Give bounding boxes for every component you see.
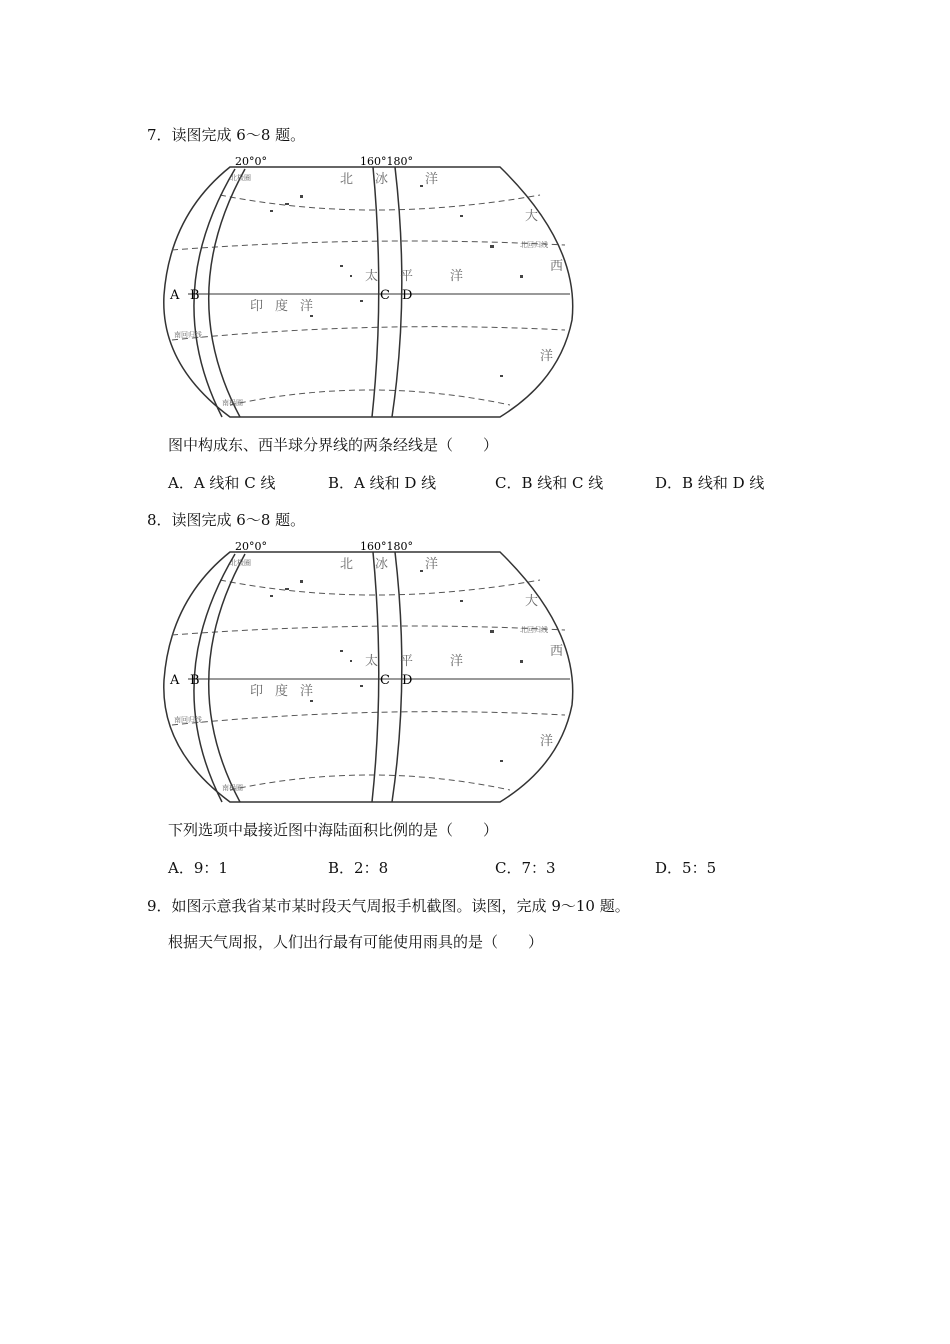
q8-option-a[interactable]: A．9：1 — [168, 859, 228, 877]
parallel-label: 北回归线 — [520, 241, 548, 249]
ocean-char: 洋 — [450, 269, 464, 284]
world-map-q8 — [160, 540, 580, 810]
ocean-char: 洋 — [540, 734, 554, 749]
q8-option-d[interactable]: D．5：5 — [655, 859, 717, 877]
ocean-char: 洋 — [300, 299, 314, 314]
q7-option-b[interactable]: B．A 线和 D 线 — [328, 474, 437, 492]
ocean-char: 洋 — [425, 557, 439, 572]
parallel-label: 南回归线 — [174, 716, 202, 724]
ocean-char: 洋 — [300, 684, 314, 699]
q8-option-b[interactable]: B．2：8 — [328, 859, 389, 877]
ocean-char: 洋 — [425, 172, 439, 187]
ocean-char: 北 — [340, 557, 354, 572]
q8-prompt: 下列选项中最接近图中海陆面积比例的是（ ） — [168, 821, 499, 839]
ocean-char: 冰 — [375, 557, 389, 572]
ocean-char: 度 — [275, 684, 289, 699]
parallel-label: 北极圈 — [230, 559, 251, 567]
world-map-svg — [160, 155, 580, 425]
ocean-char: 太 — [365, 654, 379, 669]
lon-label-right: 160°180° — [360, 540, 413, 553]
line-label-a: A — [170, 673, 180, 688]
q8-heading: 8．读图完成 6～8 题。 — [147, 511, 306, 529]
line-label-b: B — [190, 288, 200, 303]
lon-label-right: 160°180° — [360, 155, 413, 168]
ocean-char: 印 — [250, 299, 264, 314]
q7-heading: 7．读图完成 6～8 题。 — [147, 126, 306, 144]
ocean-char: 平 — [400, 269, 414, 284]
ocean-char: 冰 — [375, 172, 389, 187]
q9-heading: 9．如图示意我省某市某时段天气周报手机截图。读图，完成 9～10 题。 — [147, 897, 630, 915]
parallel-label: 南极圈 — [222, 784, 243, 792]
ocean-char: 度 — [275, 299, 289, 314]
q7-option-a[interactable]: A．A 线和 C 线 — [168, 474, 276, 492]
q7-option-d[interactable]: D．B 线和 D 线 — [655, 474, 765, 492]
world-map-svg — [160, 540, 580, 810]
q8-option-c[interactable]: C．7：3 — [495, 859, 556, 877]
ocean-char: 平 — [400, 654, 414, 669]
ocean-char: 太 — [365, 269, 379, 284]
q7-option-c[interactable]: C．B 线和 C 线 — [495, 474, 604, 492]
line-label-b: B — [190, 673, 200, 688]
line-label-c: C — [380, 288, 390, 303]
ocean-char: 北 — [340, 172, 354, 187]
world-map-q7 — [160, 155, 580, 425]
line-label-a: A — [170, 288, 180, 303]
parallel-label: 南极圈 — [222, 399, 243, 407]
q9-prompt: 根据天气周报，人们出行最有可能使用雨具的是（ ） — [168, 933, 544, 951]
line-label-c: C — [380, 673, 390, 688]
ocean-char: 印 — [250, 684, 264, 699]
q7-prompt: 图中构成东、西半球分界线的两条经线是（ ） — [168, 436, 499, 454]
ocean-char: 西 — [550, 259, 564, 274]
ocean-char: 大 — [525, 594, 539, 609]
ocean-char: 西 — [550, 644, 564, 659]
line-label-d: D — [402, 288, 413, 303]
lon-label-left: 20°0° — [235, 155, 267, 168]
ocean-char: 洋 — [540, 349, 554, 364]
parallel-label: 南回归线 — [174, 331, 202, 339]
ocean-char: 洋 — [450, 654, 464, 669]
line-label-d: D — [402, 673, 413, 688]
parallel-label: 北极圈 — [230, 174, 251, 182]
ocean-char: 大 — [525, 209, 539, 224]
lon-label-left: 20°0° — [235, 540, 267, 553]
parallel-label: 北回归线 — [520, 626, 548, 634]
